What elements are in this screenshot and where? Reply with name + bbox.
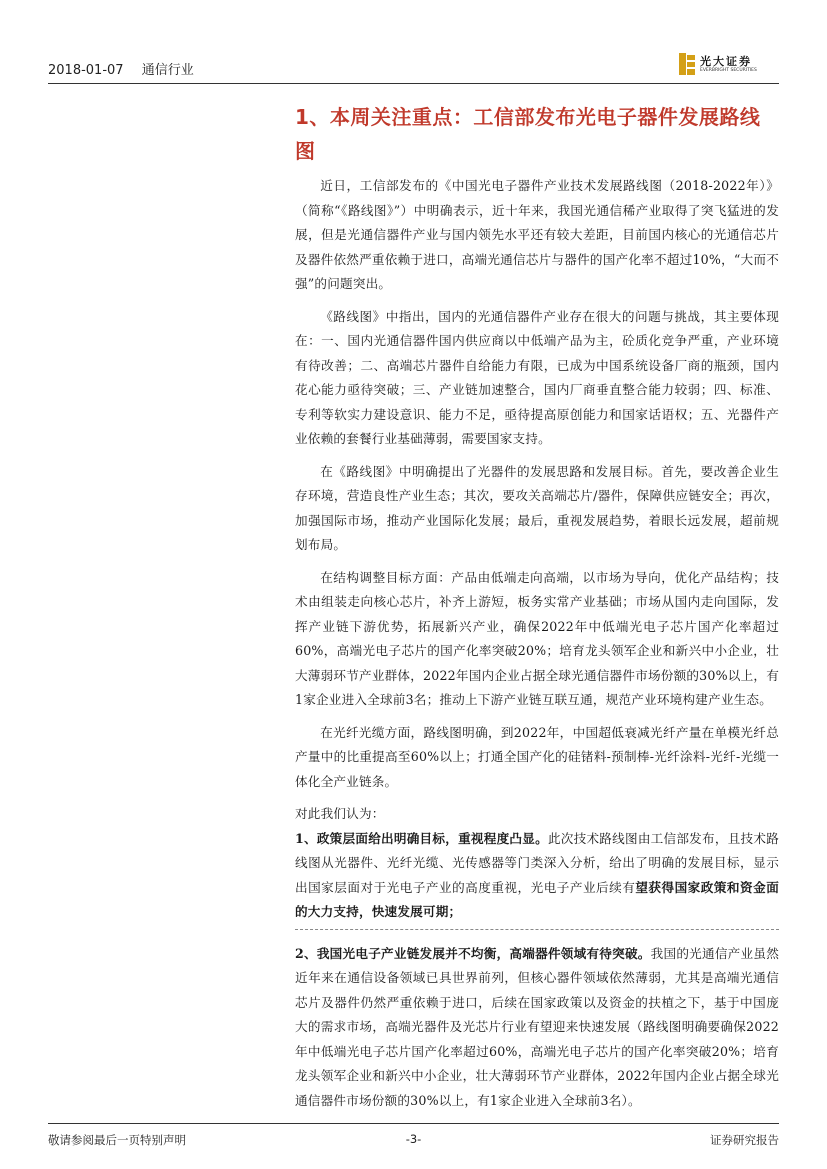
opinion-point	[295, 827, 779, 930]
page-footer	[48, 1123, 779, 1149]
opinion-point	[295, 942, 779, 1114]
logo-mark-icon	[679, 53, 695, 75]
opinion-intro: 对此我们认为：	[295, 806, 385, 821]
point-text: 此次技术路线图由工信部发布，且技术路线图从光器件、光纤光缆、光传感器等门类深入分析，给出了明确的发展目标，显示出国家层面对于光电子产业的高度重视，光电子产业后续有	[295, 830, 780, 895]
company-logo	[679, 53, 779, 81]
report-date: 2018-01-07	[48, 63, 124, 78]
section-title: 1、本周关注重点：工信部发布光电子器件发展路线图	[295, 105, 761, 163]
industry-label: 通信行业	[141, 63, 194, 78]
point-heading: 2、我国光电子产业链发展并不均衡，高端器件领域有待突破。	[295, 945, 651, 961]
footer-divider	[48, 1123, 779, 1124]
body-paragraph: 在光纤光缆方面，路线图明确，到2022年，中国超低衰减光纤产量在单模光纤总产量中的比重提高至60%以上；打通全国产化的硅锗料-预制棒-光纤涂料-光纤-光缆一体化全产业链条。	[295, 724, 779, 789]
header-divider	[48, 83, 779, 84]
point-text: 我国的光通信产业虽然近年来在通信设备领域已具世界前列，但核心器件领域依然薄弱，尤其是高端光通信芯片及器件仍然严重依赖于进口，后续在国家政策以及资金的扶植之下，基于中国庞大的需求市场，高端光器件及光芯片行业有望迎来快速发展（路线图明确要确保2022年中低端光电子芯片国产化率超过60%，高端光电子芯片的国产化率突破20%；培育龙头领军企业和新兴中小企业，壮大薄弱环节产业群体，2022年国内企业占据全球光通信器件市场份额的30%以上，有1家企业进入全球前3名）。	[295, 945, 779, 1108]
page-header	[48, 48, 779, 84]
header-meta	[48, 59, 194, 78]
report-type: 证券研究报告	[710, 1133, 779, 1147]
disclaimer-note: 敬请参阅最后一页特别声明	[48, 1133, 186, 1147]
point-emphasis: 望获得国家政策和资金面的大力支持，快速发展可期；	[295, 879, 779, 919]
page-number: -3-	[405, 1132, 422, 1146]
body-paragraph: 《路线图》中指出，国内的光通信器件产业存在很大的问题与挑战，其主要体现在：一、国内光通信器件国内供应商以中低端产品为主，砼质化竞争严重，产业环境有待改善；二、高端芯片器件自给能力有限，已成为中国系统设备厂商的瓶颈，国内花心能力亟待突破；三、产业链加速整合，国内厂商垂直整合能力较弱；四、标准、专利等软实力建设意识、能力不足，亟待提高原创能力和国家话语权；五、光器件产业依赖的套餐行业基础薄弱，需要国家支持。	[295, 308, 779, 446]
point-heading: 1、政策层面给出明确目标，重视程度凸显。	[295, 830, 548, 846]
report-body	[295, 100, 779, 1125]
body-paragraph: 近日，工信部发布的《中国光电子器件产业技术发展路线图（2018-2022年）》（简称“《路线图》”）中明确表示，近十年来，我国光通信稀产业取得了突飞猛进的发展，但是光通信器件产业与国内领先水平还有较大差距，目前国内核心的光通信芯片及器件依然严重依赖于进口，高端光通信芯片与器件的国产化率不超过10%，“大而不强”的问题突出。	[295, 178, 779, 291]
body-paragraph: 在《路线图》中明确提出了光器件的发展思路和发展目标。首先，要改善企业生存环境，营造良性产业生态；其次，要攻关高端芯片/器件，保障供应链安全；再次，加强国际市场，推动产业国际化发展；最后，重视发展趋势，着眼长远发展，超前规划布局。	[295, 463, 779, 552]
logo-text-cn: 光大证券	[700, 55, 752, 68]
body-paragraph: 在结构调整目标方面：产品由低端走向高端，以市场为导向，优化产品结构；技术由组装走向核心芯片，补齐上游短，板务实常产业基础；市场从国内走向国际，发挥产业链下游优势，拓展新兴产业，确保2022年中低端光电子芯片国产化率超过60%，高端光电子芯片的国产化率突破20%；培育龙头领军企业和新兴中小企业，壮大薄弱环节产业群体，2022年国内企业占据全球光通信器件市场份额的30%以上，有1家企业进入全球前3名；推动上下游产业链互联互通，规范产业环境构建产业生态。	[295, 569, 779, 707]
logo-text-en: EVERBRIGHT SECURITIES	[700, 68, 757, 73]
